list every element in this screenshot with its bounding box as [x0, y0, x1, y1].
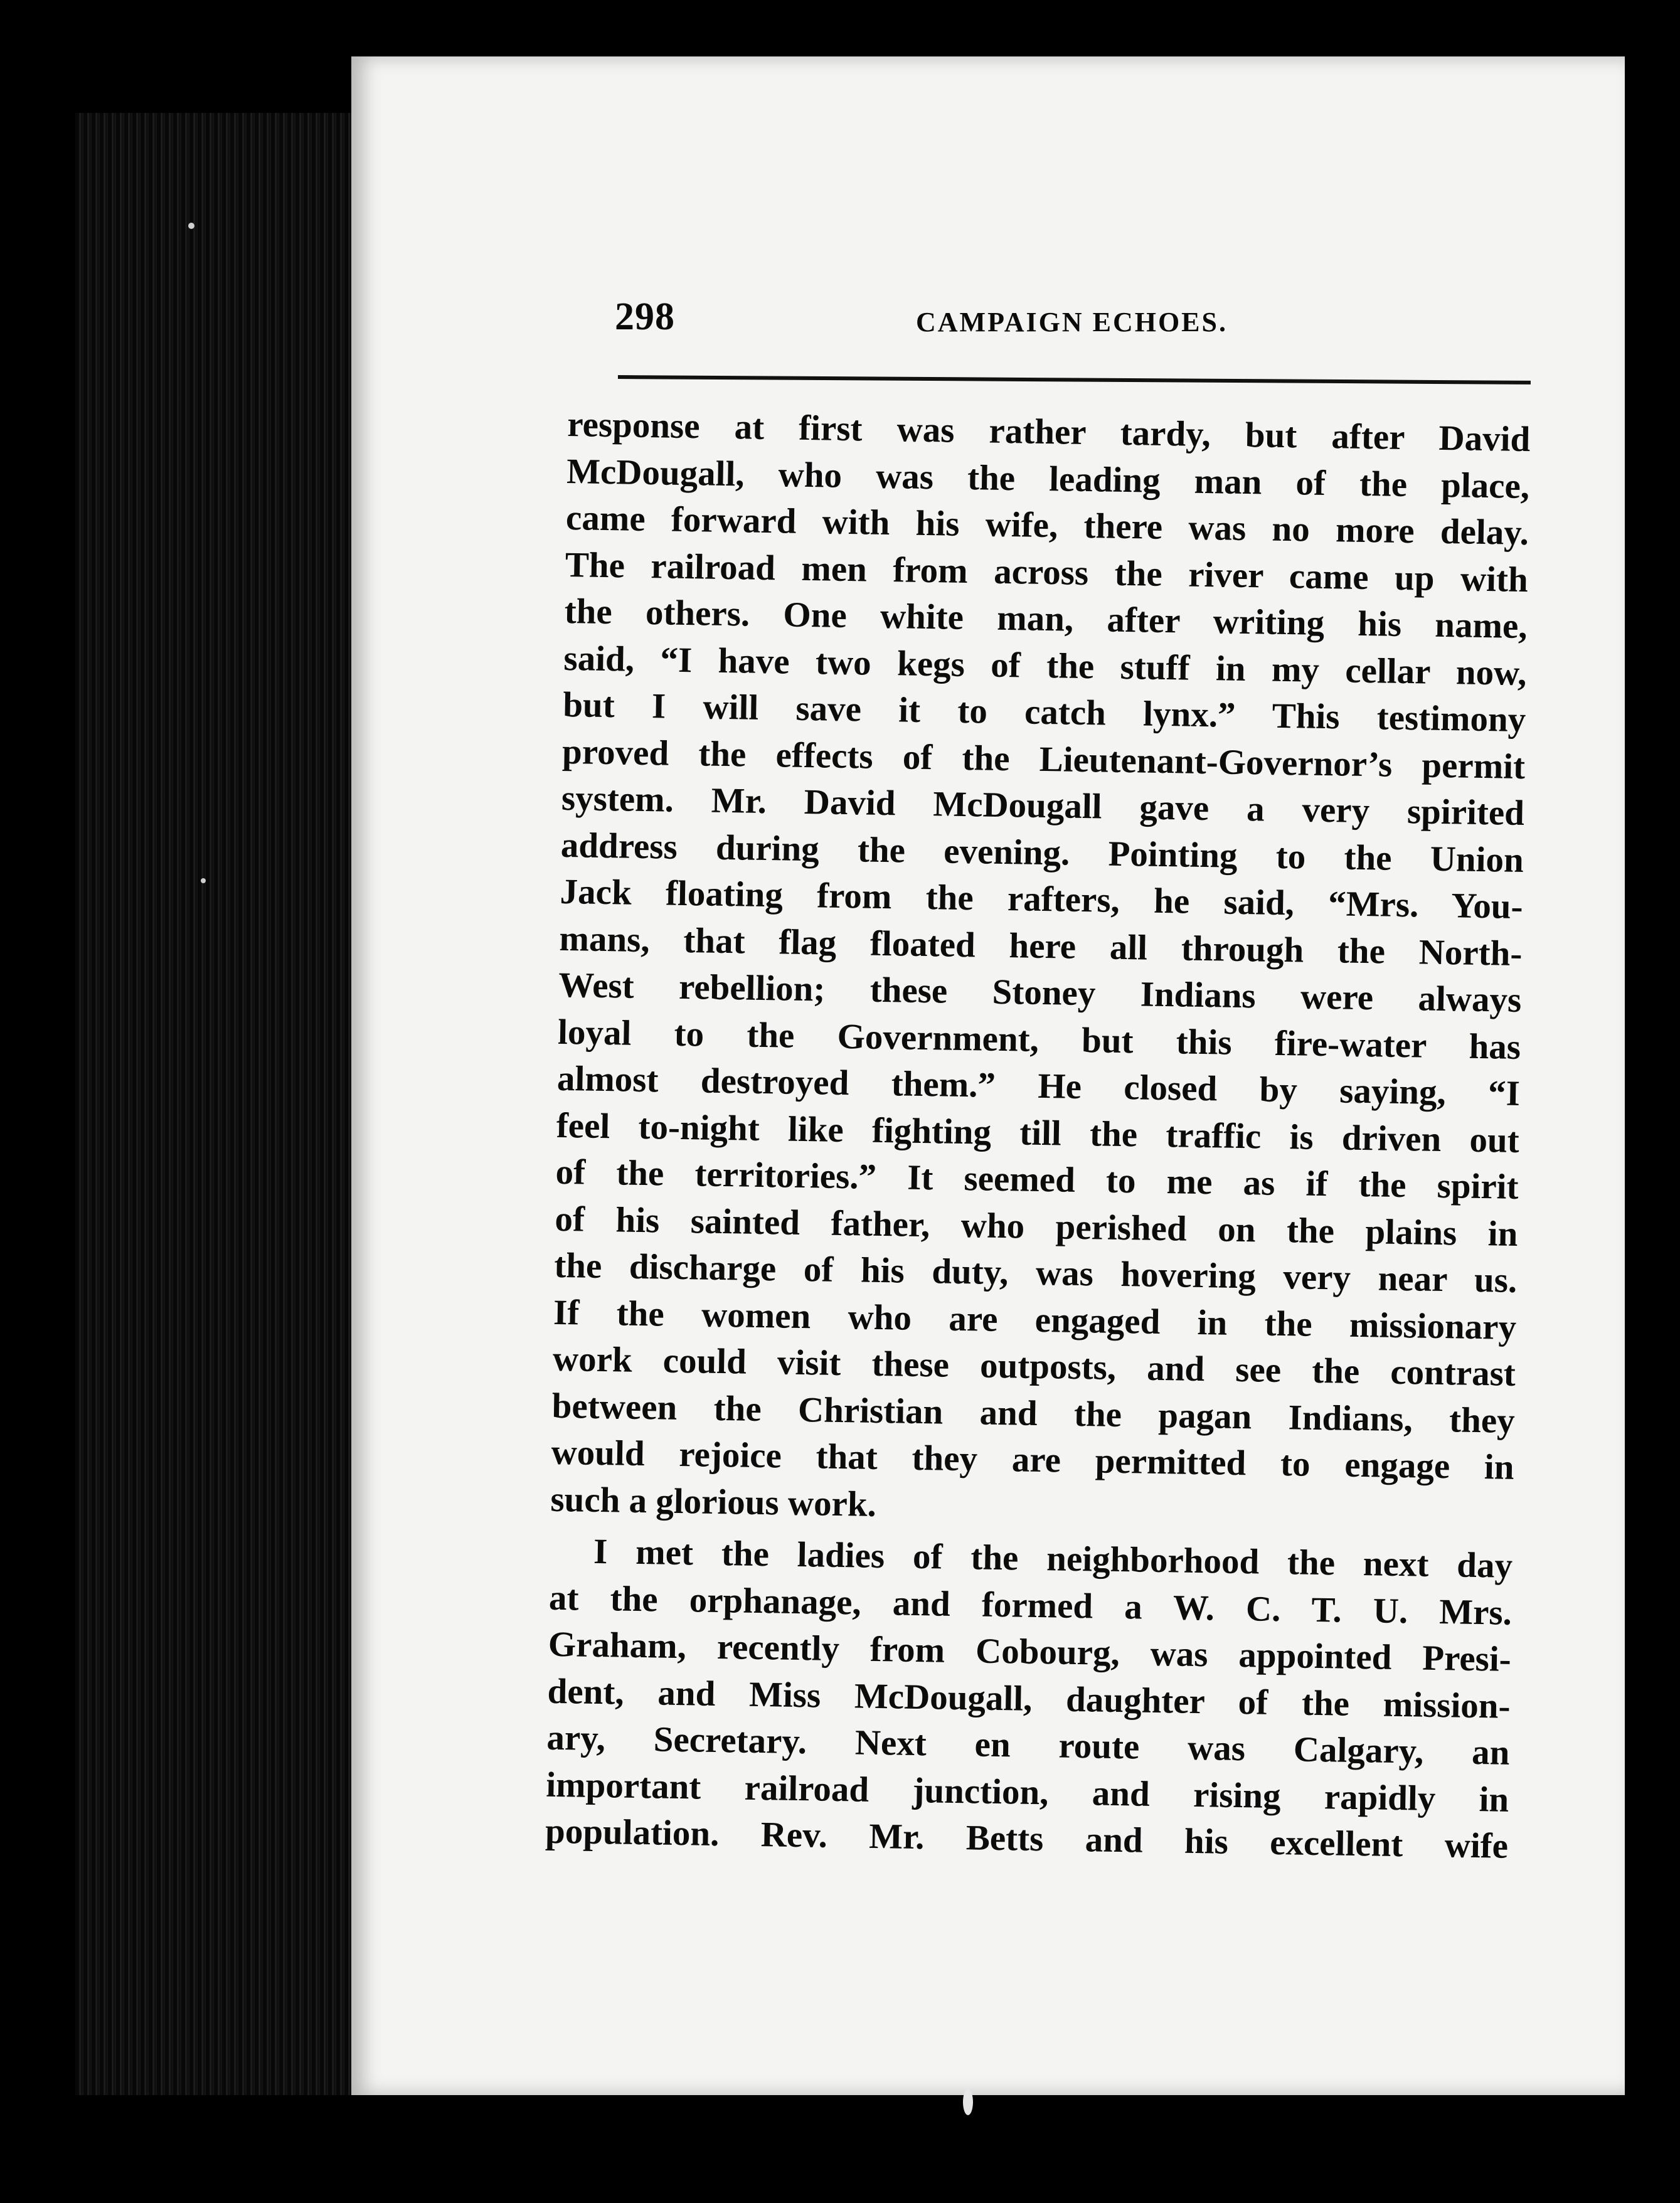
paragraph-1	[550, 401, 1531, 1538]
text-line: would rejoice that they are permitted to engage in	[551, 1432, 1514, 1487]
text-line: work could visit these outposts, and see the contrast	[552, 1339, 1516, 1394]
text-line: such a glorious work.	[550, 1479, 877, 1524]
text-line: feel to-night like fighting till the traffic is driven out	[556, 1105, 1520, 1160]
paragraph-2	[545, 1528, 1513, 1871]
text-line: Graham, recently from Cobourg, was appointed Presi-	[548, 1624, 1512, 1679]
text-line: said, “I have two kegs of the stuff in my cellar now,	[563, 638, 1527, 693]
book-page-edges	[75, 113, 351, 2095]
dust-speck	[201, 878, 206, 883]
text-line: of his sainted father, who perished on the plains in	[555, 1199, 1518, 1254]
text-line: loyal to the Government, but this fire-water has	[557, 1012, 1521, 1067]
text-line: the others. One white man, after writing his name,	[564, 591, 1528, 647]
dust-speck	[963, 2089, 973, 2115]
text-line: almost destroyed them.” He closed by saying, “I	[556, 1058, 1521, 1113]
text-line: I met the ladies of the neighborhood the next day	[593, 1531, 1513, 1586]
dust-speck	[188, 223, 194, 229]
text-line: response at first was rather tardy, but after David	[566, 404, 1531, 460]
text-line: at the orphanage, and formed a W. C. T. U. Mrs.	[548, 1578, 1513, 1633]
text-line: but I will save it to catch lynx.” This testimony	[562, 684, 1526, 740]
text-line: of the territories.” It seemed to me as if the spirit	[555, 1152, 1519, 1207]
page-number: 298	[615, 295, 675, 338]
scan-border	[1625, 38, 1680, 2120]
text-line: system. Mr. David McDougall gave a very spirited	[561, 778, 1525, 834]
text-line: dent, and Miss McDougall, daughter of the mission-	[547, 1671, 1511, 1726]
text-line: West rebellion; these Stoney Indians were always	[558, 965, 1522, 1020]
text-line: population. Rev. Mr. Betts and his excellent wife	[545, 1811, 1509, 1866]
page-header	[615, 295, 1531, 351]
text-line: proved the effects of the Lieutenant-Governor’s permit	[561, 731, 1526, 787]
text-line: came forward with his wife, there was no more delay.	[565, 497, 1529, 553]
text-line: mans, that flag floated here all through the North-	[559, 918, 1523, 974]
text-line: between the Christian and the pagan Indians, they	[551, 1386, 1516, 1441]
text-line: the discharge of his duty, was hovering very near us.	[553, 1245, 1518, 1300]
text-line: McDougall, who was the leading man of the place,	[566, 451, 1530, 506]
text-line: Jack floating from the rafters, he said, “Mrs. You-	[560, 871, 1524, 927]
running-title: CAMPAIGN ECHOES.	[916, 307, 1228, 337]
body-text	[545, 401, 1531, 1870]
text-line: address during the evening. Pointing to the Union	[560, 825, 1524, 880]
text-line: If the women who are engaged in the missionary	[553, 1292, 1517, 1347]
text-line: ary, Secretary. Next en route was Calgary, an	[546, 1717, 1510, 1773]
text-line: important railroad junction, and rising rapidly in	[545, 1765, 1509, 1820]
text-line: The railroad men from across the river came up with	[565, 544, 1529, 600]
